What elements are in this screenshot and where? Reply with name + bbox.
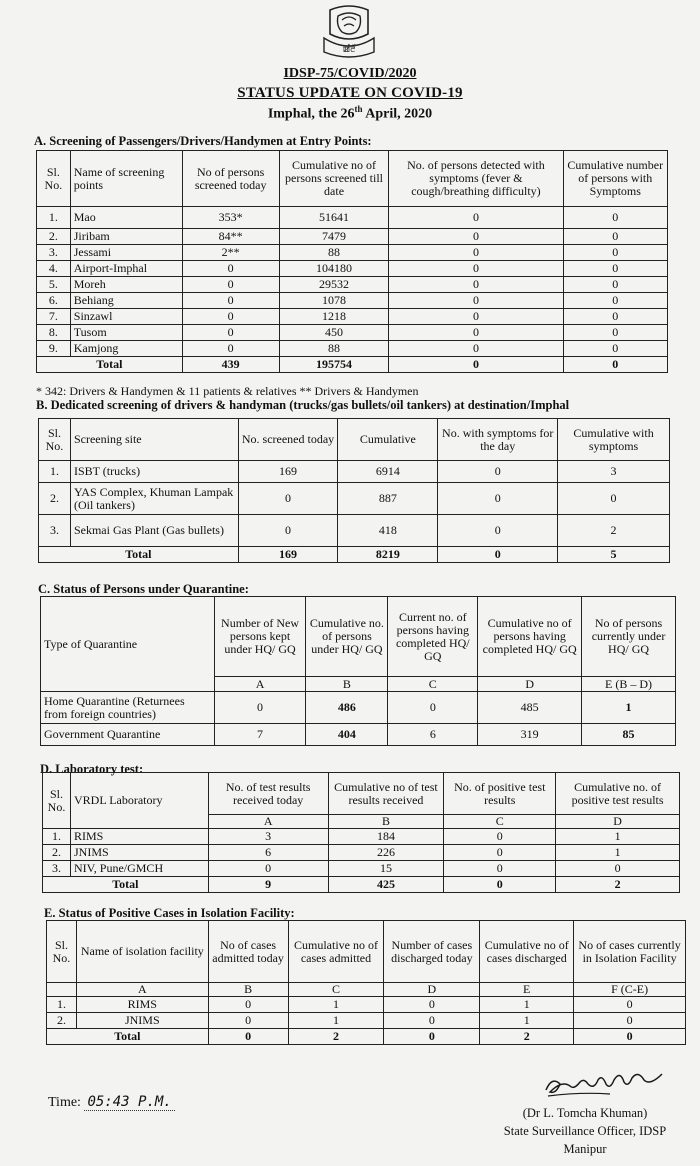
table-cell: 0 xyxy=(563,277,668,293)
table-cell: 0 xyxy=(389,229,563,245)
table-cell: NIV, Pune/GMCH xyxy=(70,861,208,877)
table-cell: 0 xyxy=(574,1013,686,1029)
col-header: Name of isolation facility xyxy=(76,921,208,983)
table-cell: 0 xyxy=(389,309,563,325)
col-letter: C xyxy=(444,815,556,829)
table-cell: 0 xyxy=(182,293,279,309)
table-cell: 7 xyxy=(214,724,306,746)
table-cell: 9 xyxy=(208,877,328,893)
table-cell: 1 xyxy=(288,997,384,1013)
table-isolation xyxy=(46,920,686,1045)
table-cell: 0 xyxy=(563,309,668,325)
table-cell: 0 xyxy=(444,845,556,861)
table-cell: 425 xyxy=(328,877,444,893)
section-b-title: B. Dedicated screening of drivers & handyman (trucks/gas bullets/oil tankers) at destination/Imphal xyxy=(36,398,570,412)
table-cell: Jiribam xyxy=(70,229,182,245)
table-cell: 8219 xyxy=(338,547,438,563)
table-cell: 1 xyxy=(480,1013,574,1029)
table-cell: 0 xyxy=(389,245,563,261)
table-cell: 2 xyxy=(480,1029,574,1045)
table-row xyxy=(39,483,670,515)
table-cell: 1 xyxy=(288,1013,384,1029)
table-cell: 0 xyxy=(388,692,478,724)
table-cell: 195754 xyxy=(279,357,389,373)
col-letter: B xyxy=(208,983,288,997)
table-cell: Total xyxy=(43,877,209,893)
col-header: No of cases admitted today xyxy=(208,921,288,983)
table-cell: 1 xyxy=(556,845,680,861)
table-row xyxy=(37,245,668,261)
col-header: Name of screening points xyxy=(70,151,182,207)
col-header: No. screened today xyxy=(238,419,338,461)
col-header: No. of test results received today xyxy=(208,773,328,815)
col-letter: C xyxy=(288,983,384,997)
col-letter: A xyxy=(214,677,306,692)
table-cell: 0 xyxy=(389,261,563,277)
officer-place: Manipur xyxy=(563,1142,607,1156)
section-c-title: C. Status of Persons under Quarantine: xyxy=(38,582,249,596)
table-cell: 0 xyxy=(444,877,556,893)
col-header: Cumulative no of cases admitted xyxy=(288,921,384,983)
table-row xyxy=(37,293,668,309)
table-cell: 5. xyxy=(37,277,71,293)
table-cell: 226 xyxy=(328,845,444,861)
col-header: Cumulative no of persons screened till date xyxy=(279,151,389,207)
table-cell: Home Quarantine (Returnees from foreign countries) xyxy=(41,692,215,724)
table-cell: 29532 xyxy=(279,277,389,293)
total-row xyxy=(43,877,680,893)
table-cell: 8. xyxy=(37,325,71,341)
table-cell: 2. xyxy=(37,229,71,245)
table-cell: 0 xyxy=(182,325,279,341)
table-cell: Total xyxy=(39,547,239,563)
table-cell: 887 xyxy=(338,483,438,515)
table-cell: RIMS xyxy=(76,997,208,1013)
col-letter: B xyxy=(306,677,388,692)
table-cell: 84** xyxy=(182,229,279,245)
table-row xyxy=(43,861,680,877)
reference-number: IDSP-75/COVID/2020 xyxy=(283,66,417,81)
col-letter: E (B – D) xyxy=(582,677,676,692)
col-letter: D xyxy=(556,815,680,829)
table-cell: 485 xyxy=(478,692,582,724)
time-value: 05:43 P.M. xyxy=(84,1094,174,1111)
col-header: Screening site xyxy=(70,419,238,461)
table-cell: 0 xyxy=(384,1013,480,1029)
col-letter: A xyxy=(208,815,328,829)
table-destination-screening xyxy=(38,418,670,563)
table-cell: 1. xyxy=(37,207,71,229)
table-cell: 0 xyxy=(558,483,670,515)
table-cell: 450 xyxy=(279,325,389,341)
table-cell: 0 xyxy=(389,293,563,309)
col-letter: D xyxy=(478,677,582,692)
table-cell: 0 xyxy=(389,341,563,357)
place-date: Imphal, the 26th April, 2020 xyxy=(267,104,433,122)
section-d-title: D. Laboratory test: xyxy=(40,762,144,776)
table-cell: 0 xyxy=(208,997,288,1013)
table-cell: 1 xyxy=(582,692,676,724)
table-row xyxy=(39,515,670,547)
col-header: Type of Quarantine xyxy=(41,597,215,692)
table-row xyxy=(37,261,668,277)
state-emblem-logo xyxy=(318,4,380,60)
section-a-title: A. Screening of Passengers/Drivers/Handymen at Entry Points: xyxy=(34,134,372,148)
col-header: Cumulative with symptoms xyxy=(558,419,670,461)
total-row xyxy=(37,357,668,373)
table-cell: 2. xyxy=(43,845,71,861)
table-row xyxy=(43,845,680,861)
table-cell: Total xyxy=(37,357,183,373)
table-cell: 319 xyxy=(478,724,582,746)
table-cell: 0 xyxy=(238,483,338,515)
table-cell: JNIMS xyxy=(70,845,208,861)
table-cell: 3. xyxy=(37,245,71,261)
col-header: Cumulative no of test results received xyxy=(328,773,444,815)
col-header: Sl. No. xyxy=(43,773,71,829)
table-cell: 88 xyxy=(279,341,389,357)
table-cell: 2** xyxy=(182,245,279,261)
table-entry-screening xyxy=(36,150,668,373)
table-cell: 0 xyxy=(214,692,306,724)
table-cell: 1078 xyxy=(279,293,389,309)
table-cell: Total xyxy=(47,1029,209,1045)
table-cell: Sekmai Gas Plant (Gas bullets) xyxy=(70,515,238,547)
table-cell: 1. xyxy=(39,461,71,483)
report-time xyxy=(48,1094,175,1111)
table-cell: 5 xyxy=(558,547,670,563)
table-cell: 2 xyxy=(558,515,670,547)
col-letter: F (C-E) xyxy=(574,983,686,997)
table-cell: 51641 xyxy=(279,207,389,229)
table-row xyxy=(37,207,668,229)
table-row xyxy=(37,325,668,341)
table-cell: 0 xyxy=(563,357,668,373)
col-header: Cumulative no of persons having completed HQ/ GQ xyxy=(478,597,582,677)
col-header: No of cases currently in Isolation Facility xyxy=(574,921,686,983)
table-cell: ISBT (trucks) xyxy=(70,461,238,483)
table-cell: 0 xyxy=(389,325,563,341)
table-cell: 6914 xyxy=(338,461,438,483)
table-cell: 0 xyxy=(563,261,668,277)
table-cell: YAS Complex, Khuman Lampak (Oil tankers) xyxy=(70,483,238,515)
table-cell: 0 xyxy=(563,207,668,229)
col-letter: A xyxy=(76,983,208,997)
table-cell: 6. xyxy=(37,293,71,309)
table-cell: 0 xyxy=(574,1029,686,1045)
table-row xyxy=(41,692,676,724)
col-header: Sl. No. xyxy=(39,419,71,461)
table-cell: 353* xyxy=(182,207,279,229)
table-cell: 88 xyxy=(279,245,389,261)
table-cell: Airport-Imphal xyxy=(70,261,182,277)
table-cell: 0 xyxy=(563,293,668,309)
table-cell: 85 xyxy=(582,724,676,746)
table-cell: 0 xyxy=(389,277,563,293)
col-letter: B xyxy=(328,815,444,829)
table-cell: 0 xyxy=(563,325,668,341)
col-header: No of persons currently under HQ/ GQ xyxy=(582,597,676,677)
table-cell: Jessami xyxy=(70,245,182,261)
emblem-lettering: ꯀꯪꯂꯩ xyxy=(342,45,356,54)
col-header: Sl. No. xyxy=(47,921,77,983)
table-cell: Mao xyxy=(70,207,182,229)
table-cell: 0 xyxy=(238,515,338,547)
table-row xyxy=(37,309,668,325)
table-cell: 2. xyxy=(39,483,71,515)
table-row xyxy=(37,277,668,293)
table-cell: Tusom xyxy=(70,325,182,341)
table-cell: 169 xyxy=(238,547,338,563)
table-cell: 0 xyxy=(563,229,668,245)
total-row xyxy=(47,1029,686,1045)
table-row xyxy=(47,1013,686,1029)
section-e-title: E. Status of Positive Cases in Isolation Facility: xyxy=(44,906,295,920)
table-cell: 4. xyxy=(37,261,71,277)
table-cell: 0 xyxy=(438,461,558,483)
table-cell: 184 xyxy=(328,829,444,845)
table-laboratory xyxy=(42,772,680,893)
table-cell: 0 xyxy=(182,341,279,357)
table-cell: RIMS xyxy=(70,829,208,845)
table-row xyxy=(41,724,676,746)
table-cell: 0 xyxy=(438,515,558,547)
col-header: Current no. of persons having completed HQ/ GQ xyxy=(388,597,478,677)
time-label: Time: xyxy=(48,1095,81,1110)
col-header: Number of New persons kept under HQ/ GQ xyxy=(214,597,306,677)
table-cell: JNIMS xyxy=(76,1013,208,1029)
table-cell: 0 xyxy=(556,861,680,877)
col-header: Cumulative no of cases discharged xyxy=(480,921,574,983)
table-row xyxy=(37,341,668,357)
col-letter: E xyxy=(480,983,574,997)
table-cell: 9. xyxy=(37,341,71,357)
table-cell: 2 xyxy=(556,877,680,893)
officer-title: State Surveillance Officer, IDSP xyxy=(503,1124,667,1138)
table-cell: Sinzawl xyxy=(70,309,182,325)
table-cell: 418 xyxy=(338,515,438,547)
table-cell: 0 xyxy=(182,277,279,293)
table-cell: 0 xyxy=(182,309,279,325)
col-header: No. with symptoms for the day xyxy=(438,419,558,461)
table-cell: 0 xyxy=(574,997,686,1013)
col-header: No. of positive test results xyxy=(444,773,556,815)
table-cell: 0 xyxy=(389,207,563,229)
officer-name: (Dr L. Tomcha Khuman) xyxy=(522,1106,648,1120)
table-row xyxy=(39,461,670,483)
table-cell: 169 xyxy=(238,461,338,483)
table-cell: 0 xyxy=(389,357,563,373)
table-cell: 7. xyxy=(37,309,71,325)
col-letter: D xyxy=(384,983,480,997)
table-cell: 0 xyxy=(444,861,556,877)
col-header: Cumulative number of persons with Symptoms xyxy=(563,151,668,207)
table-cell: 0 xyxy=(444,829,556,845)
col-header: Cumulative no. of positive test results xyxy=(556,773,680,815)
table-cell: 0 xyxy=(208,1013,288,1029)
table-cell: 3 xyxy=(208,829,328,845)
col-header: VRDL Laboratory xyxy=(70,773,208,829)
section-a-footnote: * 342: Drivers & Handymen & 11 patients & relatives ** Drivers & Handymen xyxy=(36,384,419,398)
table-cell: 2 xyxy=(288,1029,384,1045)
table-cell: 15 xyxy=(328,861,444,877)
table-cell: 3 xyxy=(558,461,670,483)
table-cell: Moreh xyxy=(70,277,182,293)
table-cell: 104180 xyxy=(279,261,389,277)
table-cell: 404 xyxy=(306,724,388,746)
table-cell: 0 xyxy=(384,997,480,1013)
table-cell: 1. xyxy=(43,829,71,845)
table-cell: 486 xyxy=(306,692,388,724)
table-cell: 1. xyxy=(47,997,77,1013)
table-cell: 1218 xyxy=(279,309,389,325)
table-cell: 0 xyxy=(563,245,668,261)
table-cell: 0 xyxy=(563,341,668,357)
total-row xyxy=(39,547,670,563)
document-title: STATUS UPDATE ON COVID-19 xyxy=(237,85,463,101)
table-cell: 0 xyxy=(438,483,558,515)
col-header: Cumulative xyxy=(338,419,438,461)
officer-signature xyxy=(540,1056,670,1100)
table-cell: 3. xyxy=(43,861,71,877)
col-header: Cumulative no. of persons under HQ/ GQ xyxy=(306,597,388,677)
table-row xyxy=(47,997,686,1013)
table-cell: Behiang xyxy=(70,293,182,309)
table-cell: Government Quarantine xyxy=(41,724,215,746)
col-header: Number of cases discharged today xyxy=(384,921,480,983)
table-cell: 3. xyxy=(39,515,71,547)
table-cell: 2. xyxy=(47,1013,77,1029)
col-header: Sl. No. xyxy=(37,151,71,207)
table-cell: 439 xyxy=(182,357,279,373)
table-cell: 1 xyxy=(556,829,680,845)
col-header: No. of persons detected with symptoms (fever & cough/breathing difficulty) xyxy=(389,151,563,207)
table-cell: 6 xyxy=(388,724,478,746)
col-header: No of persons screened today xyxy=(182,151,279,207)
table-cell: 0 xyxy=(208,1029,288,1045)
col-letter: C xyxy=(388,677,478,692)
table-cell: Kamjong xyxy=(70,341,182,357)
table-quarantine xyxy=(40,596,676,746)
table-cell: 1 xyxy=(480,997,574,1013)
table-cell: 0 xyxy=(208,861,328,877)
table-cell: 0 xyxy=(438,547,558,563)
table-cell: 6 xyxy=(208,845,328,861)
table-cell: 0 xyxy=(182,261,279,277)
table-cell: 0 xyxy=(384,1029,480,1045)
table-row xyxy=(43,829,680,845)
table-row xyxy=(37,229,668,245)
table-cell: 7479 xyxy=(279,229,389,245)
